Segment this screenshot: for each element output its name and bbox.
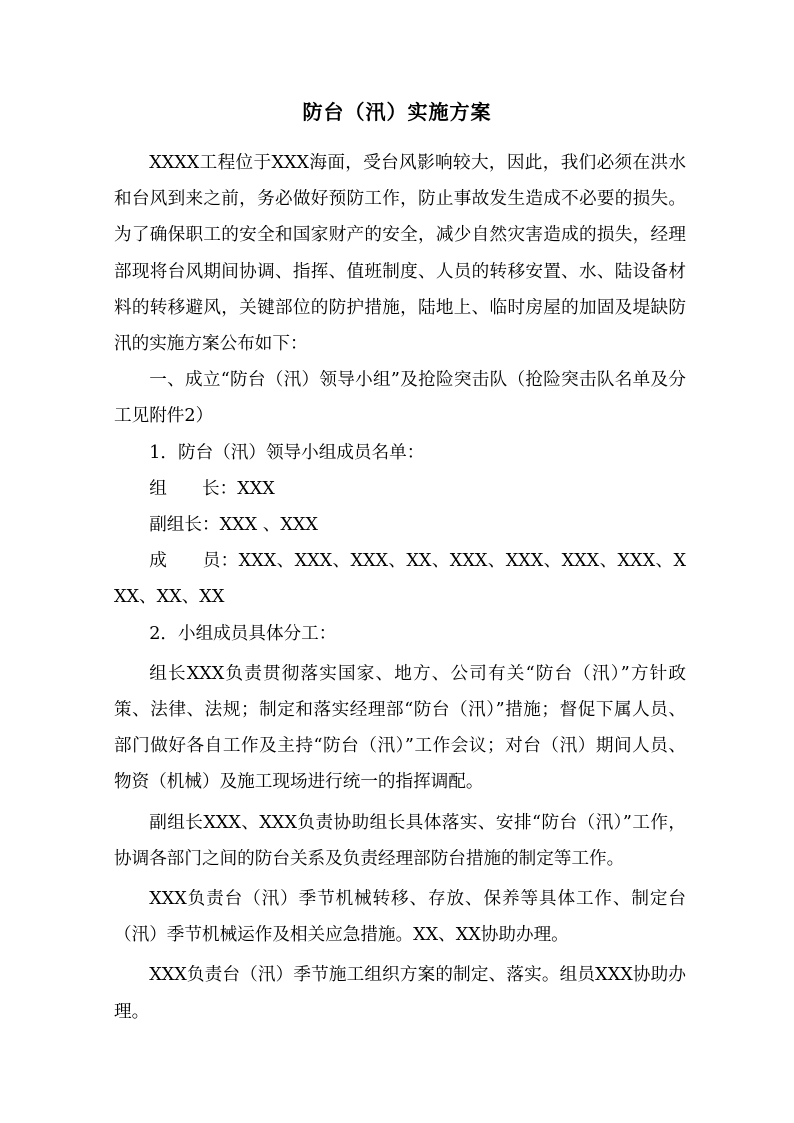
members-value: XXX、XXX、XXX、XX、XXX、XXX、XXX、XXX、XXX、XX、XX <box>114 551 686 608</box>
leader-line <box>114 471 686 507</box>
deputy-value: XXX 、XXX <box>219 515 318 536</box>
document-body <box>114 145 686 1030</box>
members-label-part-1: 成 <box>149 551 168 572</box>
intro-paragraph: XXXX工程位于XXX海面，受台风影响较大，因此，我们必须在洪水和台风到来之前，务必做好预防工作，防止事故发生造成不必要的损失。为了确保职工的安全和国家财产的安全，减少自然灾害造成的损失，经理部现将台风期间协调、指挥、值班制度、人员的转移安置、水、陆设备材料的转移避风，关键部位的防护措施，陆地上、临时房屋的加固及堤缺防汛的实施方案公布如下： <box>114 153 686 355</box>
members-label <box>149 551 238 571</box>
members-label-part-2: 员： <box>202 551 239 572</box>
members-line <box>114 543 686 615</box>
leader-label <box>149 479 237 499</box>
duty-paragraph-leader: 组长XXX负责贯彻落实国家、地方、公司有关“防台（汛）”方针政策、法律、法规；制定和落实经理部“防台（汛）”措施；督促下属人员、部门做好各自工作及主持“防台（汛）”工作会议；对台（汛）期间人员、物资（机械）及施工现场进行统一的指挥调配。 <box>114 663 686 793</box>
section-1-heading: 一、成立“防台（汛）领导小组”及抢险突击队（抢险突击队名单及分工见附件2） <box>114 370 686 427</box>
deputy-line <box>114 507 686 543</box>
duty-paragraph-deputy: 副组长XXX、XXX负责协助组长具体落实、安排“防台（汛）”工作，协调各部门之间的防台关系及负责经理部防台措施的制定等工作。 <box>114 812 686 869</box>
item-1-heading: 1．防台（汛）领导小组成员名单： <box>149 442 425 463</box>
document-title: 防台（汛）实施方案 <box>302 100 492 124</box>
duty-paragraph-machinery: XXX负责台（汛）季节机械转移、存放、保养等具体工作、制定台（汛）季节机械运作及相关应急措施。XX、XX协助办理。 <box>114 889 686 946</box>
leader-value: XXX <box>237 478 275 499</box>
leader-label-part-2: 长： <box>201 478 238 499</box>
leader-label-part-1: 组 <box>149 478 167 499</box>
duty-paragraph-construction: XXX负责台（汛）季节施工组织方案的制定、落实。组员XXX协助办理。 <box>114 965 686 1022</box>
deputy-label: 副组长： <box>149 515 220 536</box>
item-2-heading: 2．小组成员具体分工： <box>149 623 337 644</box>
